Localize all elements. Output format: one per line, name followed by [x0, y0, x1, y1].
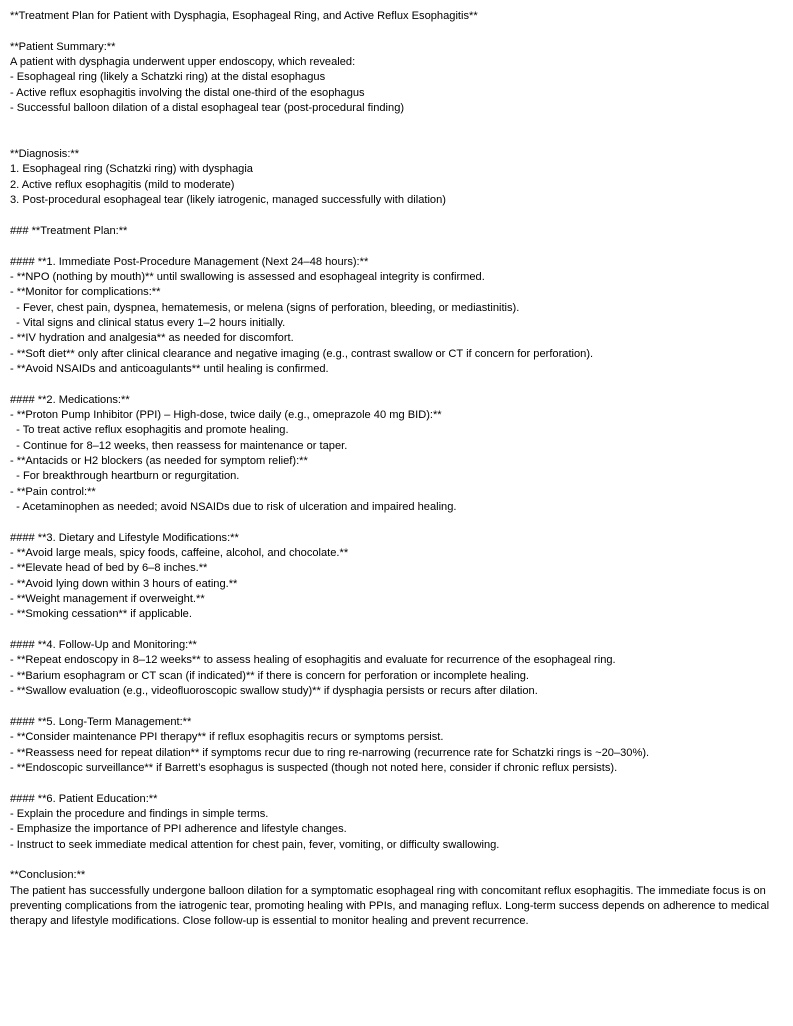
- section-line: - **Smoking cessation** if applicable.: [10, 608, 192, 621]
- conclusion-text: The patient has successfully undergone balloon dilation for a symptomatic esophageal ring with concomitant reflux esophagitis. The immediate focus is on preventing complications from the iatrogenic tear, promoting healing with PPIs, and managing reflux. Long-term success depends on adherence to medical therapy and lifestyle modifications. Close follow-up is essential to monitor healing and prevent recurrence.: [10, 884, 770, 928]
- spacer: [10, 132, 788, 147]
- diagnosis-heading: **Diagnosis:**: [10, 148, 80, 161]
- spacer: [10, 377, 788, 392]
- section-line: - **Monitor for complications:**: [10, 286, 161, 299]
- section-line: - Continue for 8–12 weeks, then reassess for maintenance or taper.: [10, 439, 348, 452]
- summary-item: - Esophageal ring (likely a Schatzki ring) at the distal esophagus: [10, 71, 326, 84]
- section-line: - **Pain control:**: [10, 485, 96, 498]
- spacer: [10, 208, 788, 223]
- diagnosis-item: 1. Esophageal ring (Schatzki ring) with dysphagia: [10, 163, 253, 176]
- treatment-plan-heading: ### **Treatment Plan:**: [10, 224, 128, 237]
- section-heading: #### **4. Follow-Up and Monitoring:**: [10, 639, 197, 652]
- section-heading: #### **3. Dietary and Lifestyle Modifications:**: [10, 531, 239, 544]
- document: [10, 9, 788, 930]
- section-line: - Emphasize the importance of PPI adherence and lifestyle changes.: [10, 823, 347, 836]
- section-line: - **Swallow evaluation (e.g., videofluoroscopic swallow study)** if dysphagia persists or recurs after dilation.: [10, 685, 538, 698]
- diagnosis-item: 2. Active reflux esophagitis (mild to moderate): [10, 178, 235, 191]
- summary-heading: **Patient Summary:**: [10, 40, 116, 53]
- section-line: - **Elevate head of bed by 6–8 inches.**: [10, 562, 208, 575]
- section-line: - To treat active reflux esophagitis and promote healing.: [10, 424, 289, 437]
- section-line: - **Avoid lying down within 3 hours of eating.**: [10, 577, 238, 590]
- section-line: - **IV hydration and analgesia** as needed for discomfort.: [10, 332, 294, 345]
- spacer: [10, 699, 788, 714]
- summary-item: - Successful balloon dilation of a distal esophageal tear (post-procedural finding): [10, 102, 405, 115]
- section-line: - **Consider maintenance PPI therapy** if reflux esophagitis recurs or symptoms persist.: [10, 731, 444, 744]
- section-heading: #### **1. Immediate Post-Procedure Management (Next 24–48 hours):**: [10, 255, 369, 268]
- section-line: - **Weight management if overweight.**: [10, 593, 205, 606]
- section-line: - Acetaminophen as needed; avoid NSAIDs due to risk of ulceration and impaired healing.: [10, 501, 457, 513]
- document-title: **Treatment Plan for Patient with Dysphagia, Esophageal Ring, and Active Reflux Esophagitis**: [10, 10, 478, 22]
- section-line: - **Reassess need for repeat dilation** if symptoms recur due to ring re-narrowing (recurrence rate for Schatzki rings is ~20–30%).: [10, 746, 650, 759]
- section-heading: #### **6. Patient Education:**: [10, 792, 158, 805]
- section-line: - Explain the procedure and findings in simple terms.: [10, 807, 269, 820]
- section-line: - **Proton Pump Inhibitor (PPI) – High-dose, twice daily (e.g., omeprazole 40 mg BID):**: [10, 408, 442, 421]
- section-line: - **Barium esophagram or CT scan (if indicated)** if there is concern for perforation or incomplete healing.: [10, 669, 529, 682]
- summary-item: - Active reflux esophagitis involving the distal one-third of the esophagus: [10, 86, 365, 99]
- section-line: - For breakthrough heartburn or regurgitation.: [10, 470, 240, 483]
- spacer: [10, 116, 788, 131]
- conclusion-heading: **Conclusion:**: [10, 869, 86, 882]
- section-line: - Instruct to seek immediate medical attention for chest pain, fever, vomiting, or difficulty swallowing.: [10, 838, 500, 851]
- spacer: [10, 515, 788, 530]
- spacer: [10, 776, 788, 791]
- section-line: - **Antacids or H2 blockers (as needed for symptom relief):**: [10, 454, 308, 467]
- section-line: - Vital signs and clinical status every 1–2 hours initially.: [10, 316, 286, 329]
- section-line: - **Repeat endoscopy in 8–12 weeks** to assess healing of esophagitis and evaluate for recurrence of the esophageal ring.: [10, 654, 616, 667]
- summary-intro: A patient with dysphagia underwent upper endoscopy, which revealed:: [10, 56, 356, 69]
- section-line: - **Soft diet** only after clinical clearance and negative imaging (e.g., contrast swallow or CT if concern for perforation).: [10, 347, 594, 360]
- diagnosis-item: 3. Post-procedural esophageal tear (likely iatrogenic, managed successfully with dilation): [10, 194, 446, 207]
- section-line: - **Endoscopic surveillance** if Barrett’s esophagus is suspected (though not noted here, consider if chronic reflux persists).: [10, 761, 618, 774]
- spacer: [10, 24, 788, 39]
- spacer: [10, 623, 788, 638]
- section-line: - Fever, chest pain, dyspnea, hematemesis, or melena (signs of perforation, bleeding, or mediastinitis).: [10, 301, 520, 314]
- section-heading: #### **2. Medications:**: [10, 393, 130, 406]
- section-heading: #### **5. Long-Term Management:**: [10, 715, 192, 728]
- section-line: - **Avoid NSAIDs and anticoagulants** until healing is confirmed.: [10, 362, 329, 375]
- spacer: [10, 853, 788, 868]
- section-line: - **Avoid large meals, spicy foods, caffeine, alcohol, and chocolate.**: [10, 547, 349, 560]
- spacer: [10, 239, 788, 254]
- section-line: - **NPO (nothing by mouth)** until swallowing is assessed and esophageal integrity is confirmed.: [10, 270, 485, 283]
